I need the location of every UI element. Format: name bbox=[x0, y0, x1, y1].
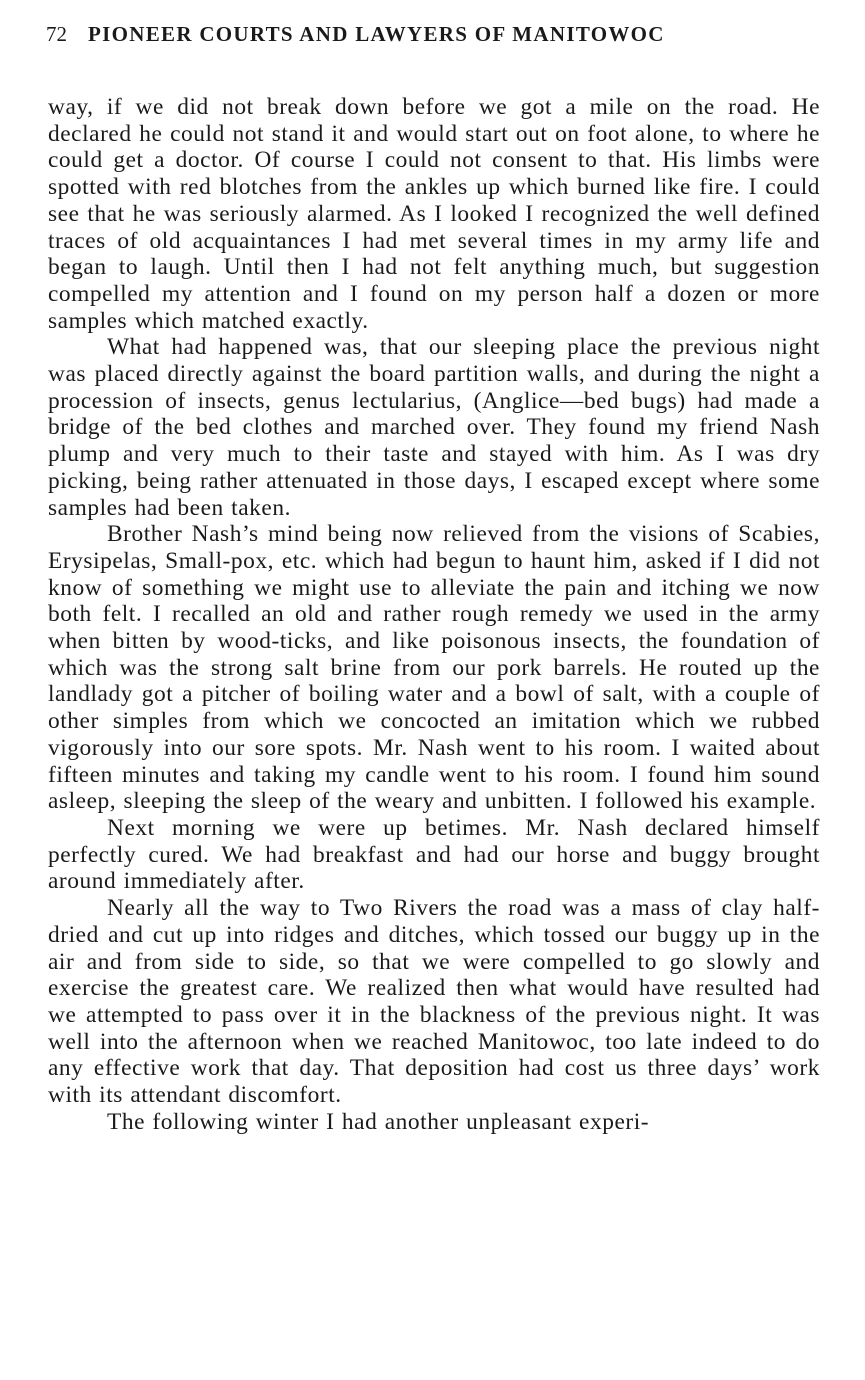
paragraph-5: Nearly all the way to Two Rivers the road was a mass of clay half-dried and cut up into ridges and ditches, which tossed our buggy up in the air and from side to side, so that we were compelled to go slowly and exercise the greatest care. We realized then what would have resulted had we attempted to pass over it in the blackness of the previous night. It was well into the afternoon when we reached Manitowoc, too late indeed to do any effective work that day. That deposition had cost us three days’ work with its attendant discomfort. bbox=[48, 895, 820, 1109]
paragraph-6: The following winter I had another unpleasant experi- bbox=[107, 1108, 650, 1135]
paragraph-4: Next morning we were up betimes. Mr. Nash declared himself perfectly cured. We had breakfast and had our horse and buggy brought around immediately after. bbox=[48, 814, 820, 895]
running-head bbox=[46, 22, 826, 56]
paragraph-3: Brother Nash’s mind being now relieved from the visions of Scabies, Erysipelas, Small-pox, etc. which had begun to haunt him, asked if I did not know of something we might use to alleviate the pain and itching we now both felt. I recalled an old and rather rough remedy we used in the army when bitten by wood-ticks, and like poisonous insects, the foundation of which was the strong salt brine from our pork barrels. He routed up the landlady got a pitcher of boiling water and a bowl of salt, with a couple of other simples from which we concocted an imitation which we rubbed vigorously into our sore spots. Mr. Nash went to his room. I waited about fifteen minutes and taking my candle went to his room. I found him sound asleep, sleeping the sleep of the weary and unbitten. I followed his example. bbox=[48, 521, 820, 815]
page-number: 72 bbox=[46, 22, 67, 46]
paragraph-1: way, if we did not break down before we got a mile on the road. He declared he could not stand it and would start out on foot alone, to where he could get a doctor. Of course I could not consent to that. His limbs were spotted with red blotches from the ankles up which burned like fire. I could see that he was seriously alarmed. As I looked I recognized the well defined traces of old acquaintances I had met several times in my army life and began to laugh. Until then I had not felt anything much, but suggestion compelled my attention and I found on my person half a dozen or more samples which matched exactly. bbox=[48, 94, 820, 334]
header-title: PIONEER COURTS AND LAWYERS OF MANITOWOC bbox=[88, 22, 665, 46]
body-text bbox=[48, 94, 820, 1135]
paragraph-2: What had happened was, that our sleeping place the previous night was placed directly against the board partition walls, and during the night a procession of insects, genus lectularius, (Anglice—bed bugs) had made a bridge of the bed clothes and marched over. They found my friend Nash plump and very much to their taste and stayed with him. As I was dry picking, being rather attenuated in those days, I escaped except where some samples had been taken. bbox=[48, 334, 820, 521]
